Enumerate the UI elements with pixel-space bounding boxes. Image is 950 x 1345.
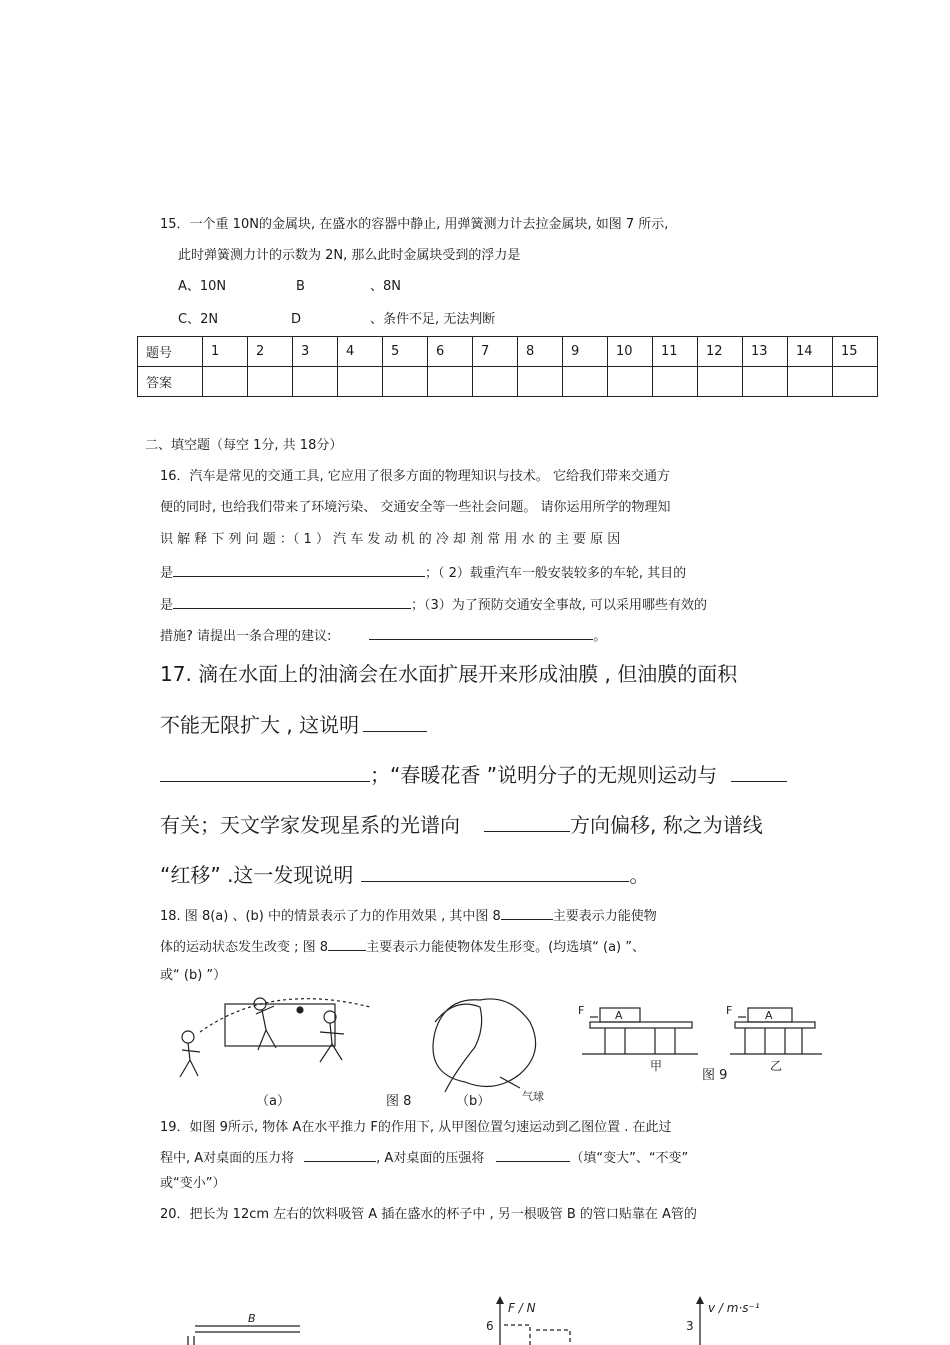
table-number-cell: 15 xyxy=(833,337,878,367)
q15-option-b: 、8N xyxy=(370,279,401,294)
tube-b-label: B xyxy=(248,1312,256,1325)
graph2-tick: 3 xyxy=(686,1319,694,1333)
q17-line5-suffix: 。 xyxy=(629,863,650,887)
answer-cell[interactable] xyxy=(563,367,608,397)
table-number-cell: 2 xyxy=(248,337,293,367)
q17-blank-2[interactable] xyxy=(731,761,787,782)
table-number-cell: 13 xyxy=(743,337,788,367)
figure-8b-balloon xyxy=(433,999,536,1092)
q17-blank-1b[interactable] xyxy=(160,761,370,782)
q17-blank-3[interactable] xyxy=(484,811,570,832)
q16-blank-3[interactable] xyxy=(369,625,593,640)
answer-cell[interactable] xyxy=(248,367,293,397)
q18-blank-1[interactable] xyxy=(501,905,553,920)
answer-cell[interactable] xyxy=(788,367,833,397)
table-header-label: 题号 xyxy=(138,337,203,367)
force-label-yi: F xyxy=(726,1004,733,1017)
q15-option-c: C、2N xyxy=(178,312,219,327)
q16-line5-suffix: ；（3）为了预防交通安全事故, 可以采用哪些有效的 xyxy=(411,598,708,613)
balloon-label: 气球 xyxy=(522,1090,544,1103)
table-top-jia xyxy=(590,1022,692,1028)
graph1-y-label: F / N xyxy=(508,1301,536,1315)
answer-cell[interactable] xyxy=(203,367,248,397)
answer-cell[interactable] xyxy=(833,367,878,397)
answer-cell[interactable] xyxy=(698,367,743,397)
q15-stem-line2: 此时弹簧测力计的示数为 2N, 那么此时金属块受到的浮力是 xyxy=(178,248,521,263)
q15-stem-line1: 15．一个重 10N的金属块, 在盛水的容器中静止, 用弹簧测力计去拉金属块, 如图 7 所示, xyxy=(160,217,669,232)
q19-line2 xyxy=(160,1147,688,1168)
table-number-cell: 14 xyxy=(788,337,833,367)
q16-line4-prefix: 是 xyxy=(160,566,174,581)
q17-blank-1[interactable] xyxy=(363,711,427,732)
q16-line5-prefix: 是 xyxy=(160,598,174,613)
q16-line5 xyxy=(160,594,707,615)
table-number-cell: 7 xyxy=(473,337,518,367)
q16-line6-prefix: 措施? 请提出一条合理的建议: xyxy=(160,629,332,644)
q15-option-d: 、条件不足, 无法判断 xyxy=(370,312,496,327)
balloon-outline xyxy=(433,999,536,1087)
q17-line4-suffix: 方向偏移, 称之为谱线 xyxy=(570,813,763,837)
table-number-cell: 4 xyxy=(338,337,383,367)
graph1-tick: 6 xyxy=(486,1319,494,1333)
q17-line3-text: ；“春暖花香 ”说明分子的无规则运动与 xyxy=(370,763,718,787)
table-number-cell: 6 xyxy=(428,337,473,367)
graph1-arrow xyxy=(496,1296,504,1304)
q17-line4-prefix: 有关；天文学家发现星系的光谱向 xyxy=(160,813,460,837)
q19-line2-prefix: 程中, A对桌面的压力将 xyxy=(160,1151,295,1166)
figure-9-jia xyxy=(582,1008,698,1054)
graph1-curve xyxy=(504,1325,570,1345)
ball xyxy=(297,1007,303,1013)
q17-line2 xyxy=(160,711,427,739)
q18-line3: 或“ (b) ”） xyxy=(160,968,227,983)
answer-cell[interactable] xyxy=(338,367,383,397)
figure-8-caption: 图 8 xyxy=(386,1094,412,1109)
table-number-cell: 12 xyxy=(698,337,743,367)
graph2-y-label: v / m·s⁻¹ xyxy=(708,1301,760,1315)
answer-cell[interactable] xyxy=(743,367,788,397)
table-number-cell: 10 xyxy=(608,337,653,367)
player-left-body xyxy=(180,1043,200,1077)
section-title: 二、填空题（每空 1分, 共 18分） xyxy=(145,438,343,453)
q19-blank-1[interactable] xyxy=(304,1147,376,1162)
player-right-head xyxy=(324,1011,336,1023)
label-jia: 甲 xyxy=(650,1059,663,1073)
q16-line1: 16．汽车是常见的交通工具, 它应用了很多方面的物理知识与技术。 它给我们带来交通方 xyxy=(160,469,670,484)
q18-line2-prefix: 体的运动状态发生改变 ; 图 8 xyxy=(160,940,329,955)
answer-cell[interactable] xyxy=(518,367,563,397)
table-number-cell: 9 xyxy=(563,337,608,367)
q19-line1: 19．如图 9所示, 物体 A在水平推力 F的作用下, 从甲图位置匀速运动到乙图位置 . 在此过 xyxy=(160,1120,672,1135)
force-label-jia: F xyxy=(578,1004,585,1017)
q16-line2: 便的同时, 也给我们带来了环境污染、 交通安全等一些社会问题。 请你运用所学的物理知 xyxy=(160,500,671,515)
answer-table-header-row xyxy=(138,337,878,367)
table-number-cell: 1 xyxy=(203,337,248,367)
q17-line1: 17. 滴在水面上的油滴会在水面扩展开来形成油膜 , 但油膜的面积 xyxy=(160,662,738,686)
table-answer-label: 答案 xyxy=(138,367,203,397)
answer-table-answer-row xyxy=(138,367,878,397)
goal-frame xyxy=(225,1004,335,1046)
q18-line1-prefix: 18. 图 8(a) 、(b) 中的情景表示了力的作用效果 , 其中图 8 xyxy=(160,909,501,924)
answer-cell[interactable] xyxy=(428,367,473,397)
balloon-pointer xyxy=(500,1077,520,1088)
q17-line5-prefix: “红移” .这一发现说明 xyxy=(160,863,354,887)
q19-blank-2[interactable] xyxy=(496,1147,570,1162)
q20-line1: 20．把长为 12cm 左右的饮料吸管 A 插在盛水的杯子中 , 另一根吸管 B 的管口贴靠在 A管的 xyxy=(160,1207,697,1222)
table-number-cell: 11 xyxy=(653,337,698,367)
table-top-yi xyxy=(735,1022,815,1028)
player-left-head xyxy=(182,1031,194,1043)
q18-blank-2[interactable] xyxy=(328,936,366,951)
figure-9-caption: 图 9 xyxy=(702,1068,728,1083)
q15-option-b-letter: B xyxy=(296,279,305,294)
figure-8a-label: （a） xyxy=(256,1094,290,1109)
q16-line4-suffix: ；（ 2）载重汽车一般安装较多的车轮, 其目的 xyxy=(425,566,687,581)
q17-line3 xyxy=(160,761,787,789)
block-label-yi: A xyxy=(765,1009,773,1022)
figure-8a-soccer xyxy=(180,998,370,1077)
answer-cell[interactable] xyxy=(383,367,428,397)
goalkeeper-body xyxy=(256,1006,276,1050)
q15-option-d-letter: D xyxy=(291,312,302,327)
label-yi: 乙 xyxy=(770,1059,783,1073)
q17-blank-4[interactable] xyxy=(361,861,629,882)
q16-line6-suffix: 。 xyxy=(593,629,607,644)
q16-line6 xyxy=(160,625,606,646)
q16-blank-2[interactable] xyxy=(173,594,411,609)
q19-line3: 或“变小”） xyxy=(160,1176,226,1191)
answer-table xyxy=(137,336,878,397)
answer-cell[interactable] xyxy=(293,367,338,397)
player-right-body xyxy=(320,1023,344,1062)
q18-line1-suffix: 主要表示力能使物 xyxy=(552,909,657,924)
table-number-cell: 5 xyxy=(383,337,428,367)
answer-cell[interactable] xyxy=(608,367,653,397)
block-label-jia: A xyxy=(615,1009,623,1022)
table-number-cell: 3 xyxy=(293,337,338,367)
q19-line2-suffix: （填“变大”、“不变” xyxy=(570,1151,689,1166)
q16-blank-1[interactable] xyxy=(173,562,425,577)
q18-line2-suffix: 主要表示力能使物体发生形变。(均选填“ (a) ”、 xyxy=(366,940,645,955)
q16-line4 xyxy=(160,562,686,583)
answer-cell[interactable] xyxy=(653,367,698,397)
graph2-arrow xyxy=(696,1296,704,1304)
q18-line2 xyxy=(160,936,645,957)
q17-line2-text: 不能无限扩大 , 这说明 xyxy=(160,713,360,737)
figure-9-yi xyxy=(730,1008,822,1054)
q17-line5 xyxy=(160,861,649,889)
q16-line3: 识 解 释 下 列 问 题 ：（ 1 ） 汽 车 发 动 机 的 冷 却 剂 常 用 水 的 主 要 原 因 xyxy=(160,532,621,547)
q19-line2-mid: , A对桌面的压强将 xyxy=(376,1151,485,1166)
q17-line4 xyxy=(160,811,763,839)
answer-cell[interactable] xyxy=(473,367,518,397)
bottom-figures xyxy=(170,1290,810,1345)
figure-8b-label: （b） xyxy=(456,1094,491,1109)
q15-option-a: A、10N xyxy=(178,279,227,294)
q18-line1 xyxy=(160,905,657,926)
table-number-cell: 8 xyxy=(518,337,563,367)
